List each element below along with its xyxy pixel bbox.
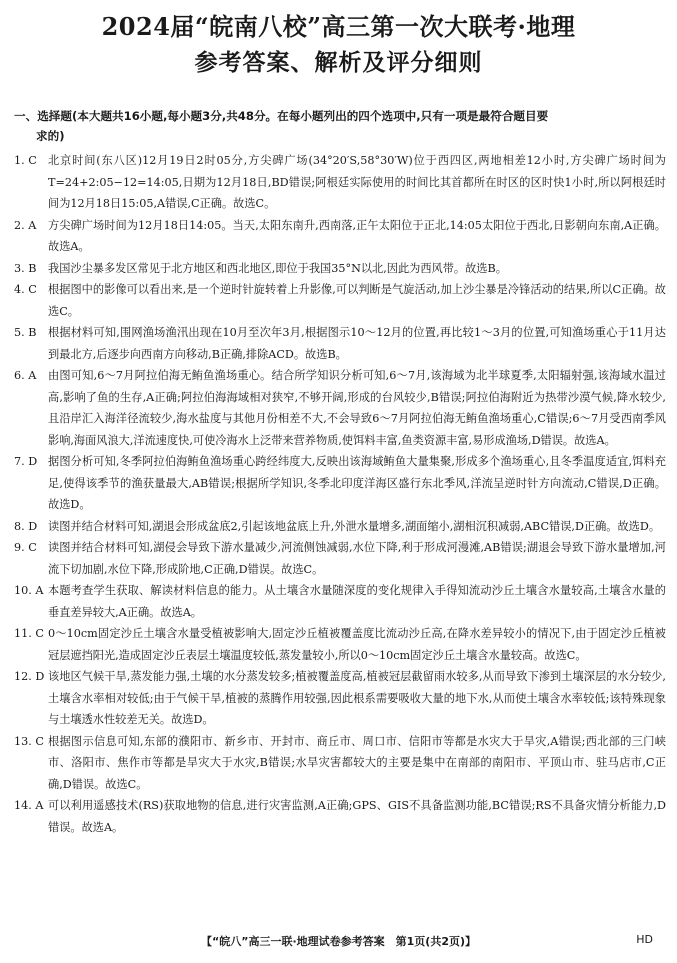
answer-number: 2. A bbox=[14, 218, 37, 232]
answer-explanation: 我国沙尘暴多发区常见于北方地区和西北地区,即位于我国35°N以北,因此为西风带。故选B。 bbox=[48, 261, 507, 275]
answer-number: 1. C bbox=[14, 154, 37, 167]
answer-item bbox=[14, 623, 666, 666]
answer-item bbox=[14, 322, 666, 365]
answer-explanation: 方尖碑广场时间为12月18日14:05。当天,太阳东南升,西南落,正午太阳位于正北,14:05太阳位于西北,日影朝向东南,A正确。故选A。 bbox=[48, 218, 666, 253]
answer-item bbox=[14, 666, 666, 731]
answer-explanation: 本题考查学生获取、解读材料信息的能力。从土壤含水量随深度的变化规律入手得知流动沙丘土壤含水量较高,土壤含水量的垂直差异较大,A正确。故选A。 bbox=[48, 584, 666, 619]
footer-code: HD bbox=[636, 933, 653, 946]
answer-number: 13. C bbox=[14, 734, 44, 748]
answer-item bbox=[14, 795, 666, 838]
answer-item bbox=[14, 451, 666, 516]
document-title: 2024届“皖南八校”高三第一次大联考·地理 bbox=[101, 12, 576, 41]
answer-item bbox=[14, 537, 666, 580]
answer-item bbox=[14, 150, 666, 215]
answer-number: 14. A bbox=[14, 799, 44, 812]
answer-explanation: 0～10cm固定沙丘土壤含水量受植被影响大,固定沙丘植被覆盖度比流动沙丘高,在降水差异较小的情况下,由于固定沙丘植被冠层遮挡阳光,造成固定沙丘表层土壤温度较低,蒸发量较小,所以0～10cm固定沙丘土壤含水量较高。故选C。 bbox=[48, 627, 666, 662]
answer-number: 12. D bbox=[14, 670, 45, 683]
section-heading bbox=[14, 106, 666, 146]
answer-number: 3. B bbox=[14, 261, 37, 275]
answer-item bbox=[14, 731, 666, 796]
section-heading-line1: 一、选择题(本大题共16小题,每小题3分,共48分。在每小题列出的四个选项中,只有一项是最符合题目要 bbox=[14, 109, 549, 123]
answer-explanation: 由图可知,6～7月阿拉伯海无鲔鱼渔场重心。结合所学知识分析可知,6～7月,该海域为北半球夏季,太阳辐射强,该海域水温过高,影响了鱼的生存,A正确;阿拉伯海海域相对狭窄,不够开阔,形成的台风较少,B错误;阿拉伯海附近为热带沙漠气候,降水较少,且沿岸汇入海洋径流较少,海水盐度与其他月份相差不大,不会导致6～7月阿拉伯海无鲔鱼渔场重心,C错误;6～7月受西南季风影响,海面风浪大,洋流速度快,可使冷海水上泛带来营养物质,使饵料丰富,鱼类资源丰富,易形成渔场,D错误。故选A。 bbox=[48, 369, 666, 447]
answer-explanation: 据图分析可知,冬季阿拉伯海鲔鱼渔场重心跨经纬度大,反映出该海域鲔鱼大量集聚,形成多个渔场重心,且冬季温度适宜,饵料充足,使得该季节的渔获量最大,AB错误;根据所学知识,冬季北印度洋海区盛行东北季风,洋流呈逆时针方向流动,C错误,D正确。故选D。 bbox=[48, 455, 666, 511]
answer-explanation: 根据图中的影像可以看出来,是一个逆时针旋转着上升影像,可以判断是气旋活动,加上沙尘暴是冷锋活动的结果,所以C正确。故选C。 bbox=[48, 283, 666, 318]
answer-item bbox=[14, 580, 666, 623]
answer-number: 11. C bbox=[14, 627, 44, 640]
page-footer: 【“皖八”高三一联·地理试卷参考答案 第1页(共2页)】 bbox=[201, 935, 476, 948]
answer-number: 5. B bbox=[14, 326, 37, 339]
answer-explanation: 根据图示信息可知,东部的濮阳市、新乡市、开封市、商丘市、周口市、信阳市等都是水灾大于旱灾,A错误;西北部的三门峡市、洛阳市、焦作市等都是旱灾大于水灾,B错误;水旱灾害都较大的主要是集中在南部的南阳市、平顶山市、驻马店市,C正确,D错误。故选C。 bbox=[48, 734, 666, 791]
document-subtitle: 参考答案、解析及评分细则 bbox=[194, 49, 483, 76]
answer-item bbox=[14, 365, 666, 451]
answer-number: 9. C bbox=[14, 541, 37, 554]
answer-number: 10. A bbox=[14, 584, 44, 597]
answer-list bbox=[14, 150, 666, 838]
answer-number: 6. A bbox=[14, 369, 37, 382]
answer-explanation: 读图并结合材料可知,湖侵会导致下游水量减少,河流侧蚀减弱,水位下降,利于形成河漫滩,AB错误;湖退会导致下游水量增加,河流下切加剧,水位下降,形成阶地,C正确,D错误。故选C。 bbox=[48, 541, 666, 576]
answer-number: 4. C bbox=[14, 283, 37, 296]
answer-item bbox=[14, 516, 666, 538]
answer-explanation: 读图并结合材料可知,湖退会形成盆底2,引起该地盆底上升,外泄水量增多,湖面缩小,湖相沉积减弱,ABC错误,D正确。故选D。 bbox=[48, 519, 661, 533]
answer-explanation: 根据材料可知,围网渔场渔汛出现在10月至次年3月,根据图示10～12月的位置,再比较1～3月的位置,可知渔场重心于11月达到最北方,后逐步向西南方向移动,B正确,排除ACD。故选B。 bbox=[48, 326, 666, 361]
answer-explanation: 可以利用遥感技术(RS)获取地物的信息,进行灾害监测,A正确;GPS、GIS不具备监测功能,BC错误;RS不具备灾情分析能力,D错误。故选A。 bbox=[48, 799, 666, 834]
answer-explanation: 北京时间(东八区)12月19日2时05分,方尖碑广场(34°20′S,58°30′W)位于西四区,两地相差12小时,方尖碑广场时间为T=24+2:05−12=14:05,日期为12月18日,BD错误;阿根廷实际使用的时间比其首都所在时区的区时快1小时,所以阿根廷时间为12月18日15:05,A错误,C正确。故选C。 bbox=[48, 154, 666, 210]
answer-explanation: 该地区气候干旱,蒸发能力强,土壤的水分蒸发较多;植被覆盖度高,植被冠层截留雨水较多,从而导致下渗到土壤深层的水分较少,土壤含水率相对较低;由于气候干旱,植被的蒸腾作用较强,因此根系需要吸收大量的地下水,从而使土壤含水率较低;该特殊现象与土壤透水性较差无关。故选D。 bbox=[48, 670, 666, 726]
section-heading-line2: 求的) bbox=[36, 129, 65, 143]
answer-number: 8. D bbox=[14, 519, 38, 533]
answer-item bbox=[14, 258, 666, 280]
answer-number: 7. D bbox=[14, 455, 38, 468]
answer-item bbox=[14, 279, 666, 322]
answer-item bbox=[14, 215, 666, 258]
